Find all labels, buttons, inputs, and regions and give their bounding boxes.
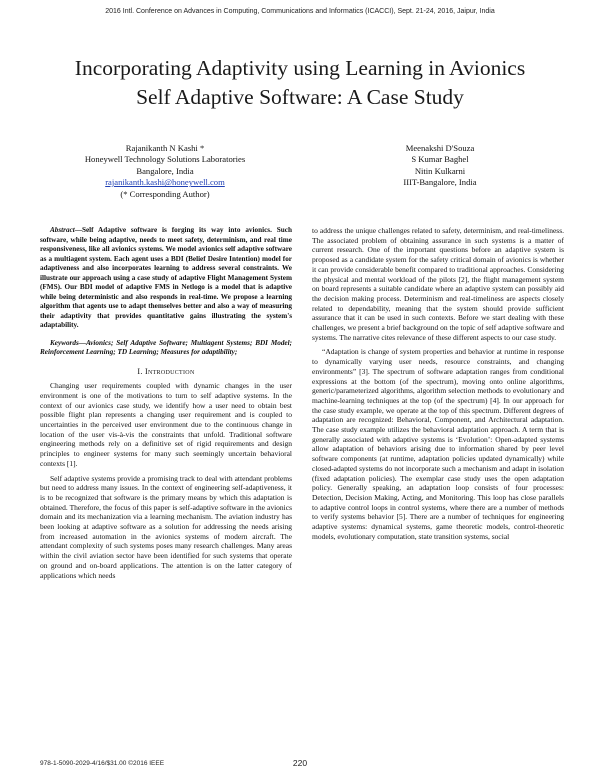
intro-paragraph-1: Changing user requirements coupled with dynamic changes in the user environment is one of the motivations to turn to self adaptive systems. In the context of our avionics case study, we identify how a user need to obtain best possible flight plan represents a changing user requirement and is coupled to uncertainties in the perceived user environment due to the continuous change in location of the user vis-à-vis the constraints that unfold. Traditional software engineering methods rely on a definitive set of rigid requirements and design principles to engineer systems for many such seemingly uncertain behavioral contexts [1]. [40, 381, 292, 468]
author1-note: (* Corresponding Author) [120, 188, 210, 199]
abstract-text: —Self Adaptive software is forging its way into avionics. Such software, while being adaptive, needs to meet safety, determinism, and real time responsiveness, like all avionics systems. We model avionics self adaptive software as a multiagent system. Each agent uses a BDI (Belief Desire Intention) model for adaptiveness and also incorporates learning to address several constraints. We illustrate our approach using a case study of adaptive Flight Management System (FMS). Our BDI model of adaptive FMS in Netlogo is a model that is adaptive while being deterministic and also responds in real-time. We propose a learning algorithm that agents use to adapt themselves better and also a way of measuring their adaptivity that provides quantitative gains illustrating the system's adaptability. [40, 226, 292, 329]
left-column [40, 226, 292, 585]
section-title: Introduction [144, 366, 195, 376]
title-line-2: Self Adaptive Software: A Case Study [136, 85, 464, 109]
author2-org: IIIT-Bangalore, India [403, 177, 477, 188]
author2-name-3: Nitin Kulkarni [414, 165, 466, 176]
footer-isbn: 978-1-5090-2029-4/16/$31.00 ©2016 IEEE [40, 760, 165, 767]
intro-paragraph-2: Self adaptive systems provide a promising track to deal with attendant problems but need to address many issues. In the context of engineering self-adaptiveness, it is to be recognized that software is the primary means by which this adaptation is obtained. Therefore, the focus of this paper is self-adaptive software in the avionics domain and its mechanization via a learning mechanism. The aviation industry has been looking at adaptive software as a solution for addressing the needs arising from increased automation in the avionics systems of modern aircraft. The attendant complexity of such systems poses many research challenges. Many areas within the civil aviation sector have been identified for such systems that operate on ground and on-board applications. The attention is on the latter category of applications which needs [40, 473, 292, 580]
author1-email-link[interactable]: rajanikanth.kashi@honeywell.com [105, 177, 225, 188]
abstract [40, 226, 292, 331]
intro-paragraph-3: to address the unique challenges related to safety, determinism, and real-timeliness. The associated problem of obtaining assurance in such systems is a matter of current research. One of the important questions before an adaptive system is proposed as a candidate system for the safety critical domain of avionics is whether it can provide considerable benefit compared to traditional approaches. Considering the physical and mental workload of the pilots [2], the flight management system on board represents a suitable candidate where an adaptive system can possibly aid the decision making process. Determinism and real-timeliness are aspects closely related to dependability, meaning that the system should provide sufficient assurance that it can be used in such contexts. Before we start dealing with these challenges, we present a brief background on the topic of self adaptive software and systems. The narrative cites relevance of these different aspects to our case study. [312, 226, 564, 342]
author2-name-1: Meenakshi D'Souza [405, 143, 475, 153]
keywords-text: —Avionics; Self Adaptive Software; Multiagent Systems; BDI Model; Reinforcement Learning; TD Learning; Measures for adaptibility; [40, 338, 292, 356]
paper-title [20, 54, 580, 112]
section-heading-introduction [40, 367, 292, 377]
page-number: 220 [292, 758, 308, 768]
author2-name-2: S Kumar Baghel [411, 154, 469, 165]
right-column [312, 226, 564, 547]
author-block-2 [320, 143, 560, 189]
section-number: I. [137, 366, 143, 376]
conference-header: 2016 Intl. Conference on Advances in Computing, Communications and Informatics (ICACCI), Sept. 21-24, 2016, Jaipur, India [105, 8, 495, 15]
keywords [40, 339, 292, 358]
author1-city: Bangalore, India [136, 165, 194, 176]
title-line-1: Incorporating Adaptivity using Learning in Avionics [74, 56, 526, 80]
author-block-1 [40, 143, 290, 200]
abstract-label: Abstract [50, 226, 75, 234]
intro-paragraph-4: “Adaptation is change of system properties and behavior at runtime in response to dynamically varying user needs, resource constraints, and changing environments” [3]. The spectrum of software adaptation ranges from conditional expressions at the bottom (of the spectrum), moving onto online algorithms, generic/parameterized algorithms, algorithm selection methods to evolutionary and machine-learning techniques at the top (of the spectrum) [4]. In our approach for the case study example, we operate at the top of this spectrum. Different degrees of adaptation are recognized: Behavioral, Component, and Architectural adaptation. The case study example utilizes the behavioral adaptation approach. A term that is generally associated with adaptive systems is ‘Evolution’: Open-adapted systems allow adaptation of behaviors arising due to information shared by peer level software components (at runtime, adaptation policies updated dynamically) while closed-adapted systems do not incorporate such a mechanism and adapt in isolation (fixed adaptation policies). The exemplar case study uses the open adaptation policy. Generally speaking, an adaptation loop consists of four processes: Detection, Decision Making, Acting, and Monitoring. This loop has close parallels to adaptive control loops in control systems, where there are a number of methods to verify systems behavior [5]. There are a number of techniques for engineering adaptive systems: dynamical systems, game theoretic models, control-theoretic models, evolutionary computation, state transition systems, social [312, 347, 564, 541]
author1-org: Honeywell Technology Solutions Laboratories [84, 154, 246, 165]
keywords-label: Keywords [50, 338, 79, 347]
author1-name: Rajanikanth N Kashi * [125, 143, 205, 153]
